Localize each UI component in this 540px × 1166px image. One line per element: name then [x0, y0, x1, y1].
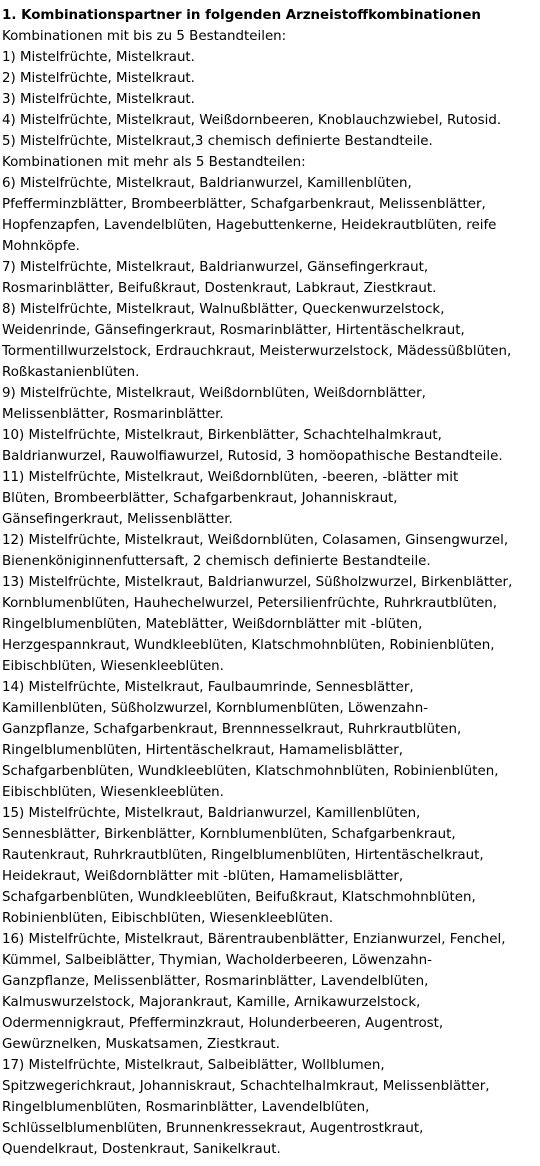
- text-line: 3) Mistelfrüchte, Mistelkraut.: [2, 92, 195, 107]
- text-line: Rautenkraut, Ruhrkrautblüten, Ringelblumenblüten, Hirtentäschelkraut,: [2, 848, 484, 863]
- text-line: 16) Mistelfrüchte, Mistelkraut, Bärentraubenblätter, Enzianwurzel, Fenchel,: [2, 932, 506, 947]
- text-line: Kümmel, Salbeiblätter, Thymian, Wacholderbeeren, Löwenzahn-: [2, 953, 432, 968]
- text-line: Gewürznelken, Muskatsamen, Ziestkraut.: [2, 1037, 280, 1052]
- text-line: Gänsefingerkraut, Melissenblätter.: [2, 512, 233, 527]
- text-line: Robinienblüten, Eibischblüten, Wiesenkleeblüten.: [2, 911, 334, 926]
- text-line: Eibischblüten, Wiesenkleeblüten.: [2, 659, 224, 674]
- text-line: Odermennigkraut, Pfefferminzkraut, Holunderbeeren, Augentrost,: [2, 1016, 444, 1031]
- text-line: Kalmuswurzelstock, Majorankraut, Kamille, Arnikawurzelstock,: [2, 995, 421, 1010]
- section-heading: 1. Kombinationspartner in folgenden Arzneistoffkombinationen: [2, 8, 481, 23]
- text-line: 13) Mistelfrüchte, Mistelkraut, Baldrianwurzel, Süßholzwurzel, Birkenblätter,: [2, 575, 513, 590]
- text-line: Ganzpflanze, Schafgarbenkraut, Brennnesselkraut, Ruhrkrautblüten,: [2, 722, 462, 737]
- text-line: Spitzwegerichkraut, Johanniskraut, Schachtelhalmkraut, Melissenblätter,: [2, 1079, 490, 1094]
- text-line: Schlüsselblumenblüten, Brunnenkressekraut, Augentrostkraut,: [2, 1121, 424, 1136]
- text-line: 12) Mistelfrüchte, Mistelkraut, Weißdornblüten, Colasamen, Ginsengwurzel,: [2, 533, 509, 548]
- text-line: 4) Mistelfrüchte, Mistelkraut, Weißdornbeeren, Knoblauchzwiebel, Rutosid.: [2, 113, 502, 128]
- text-line: Kornblumenblüten, Hauhechelwurzel, Petersilienfrüchte, Ruhrkrautblüten,: [2, 596, 498, 611]
- text-line: Blüten, Brombeerblätter, Schafgarbenkraut, Johanniskraut,: [2, 491, 398, 506]
- text-line: 7) Mistelfrüchte, Mistelkraut, Baldrianwurzel, Gänsefingerkraut,: [2, 260, 429, 275]
- text-line: Ringelblumenblüten, Mateblätter, Weißdornblätter mit -blüten,: [2, 617, 423, 632]
- text-line: 11) Mistelfrüchte, Mistelkraut, Weißdornblüten, -beeren, -blätter mit: [2, 470, 459, 485]
- text-line: 10) Mistelfrüchte, Mistelkraut, Birkenblätter, Schachtelhalmkraut,: [2, 428, 442, 443]
- text-line: 15) Mistelfrüchte, Mistelkraut, Baldrianwurzel, Kamillenblüten,: [2, 806, 421, 821]
- text-line: 2) Mistelfrüchte, Mistelkraut.: [2, 71, 195, 86]
- text-line: Schafgarbenblüten, Wundkleeblüten, Beifußkraut, Klatschmohnblüten,: [2, 890, 476, 905]
- text-line: Pfefferminzblätter, Brombeerblätter, Schafgarbenkraut, Melissenblätter,: [2, 197, 486, 212]
- text-line: Hopfenzapfen, Lavendelblüten, Hagebuttenkerne, Heidekrautblüten, reife: [2, 218, 497, 233]
- text-line: 5) Mistelfrüchte, Mistelkraut,3 chemisch definierte Bestandteile.: [2, 134, 433, 149]
- text-line: Ganzpflanze, Melissenblätter, Rosmarinblätter, Lavendelblüten,: [2, 974, 429, 989]
- text-line: Ringelblumenblüten, Hirtentäschelkraut, Hamamelisblätter,: [2, 743, 404, 758]
- text-line: Eibischblüten, Wiesenkleeblüten.: [2, 785, 224, 800]
- text-line: Kamillenblüten, Süßholzwurzel, Kornblumenblüten, Löwenzahn-: [2, 701, 429, 716]
- document-body: [2, 5, 538, 1160]
- text-line: Melissenblätter, Rosmarinblätter.: [2, 407, 224, 422]
- text-line: Sennesblätter, Birkenblätter, Kornblumenblüten, Schafgarbenkraut,: [2, 827, 456, 842]
- text-line: Weidenrinde, Gänsefingerkraut, Rosmarinblätter, Hirtentäschelkraut,: [2, 323, 465, 338]
- text-line: 6) Mistelfrüchte, Mistelkraut, Baldrianwurzel, Kamillenblüten,: [2, 176, 412, 191]
- text-line: Roßkastanienblüten.: [2, 365, 140, 380]
- text-line: Kombinationen mit bis zu 5 Bestandteilen:: [2, 29, 287, 44]
- text-line: Heidekraut, Weißdornblätter mit -blüten, Hamamelisblätter,: [2, 869, 404, 884]
- combination-list: [2, 26, 538, 1160]
- text-line: Ringelblumenblüten, Rosmarinblätter, Lavendelblüten,: [2, 1100, 370, 1115]
- text-line: Kombinationen mit mehr als 5 Bestandteilen:: [2, 155, 306, 170]
- text-line: 17) Mistelfrüchte, Mistelkraut, Salbeiblätter, Wollblumen,: [2, 1058, 385, 1073]
- text-line: Baldrianwurzel, Rauwolfiawurzel, Rutosid, 3 homöopathische Bestandteile.: [2, 449, 503, 464]
- text-line: Rosmarinblätter, Beifußkraut, Dostenkraut, Labkraut, Ziestkraut.: [2, 281, 437, 296]
- text-line: 1) Mistelfrüchte, Mistelkraut.: [2, 50, 195, 65]
- text-line: Mohnköpfe.: [2, 239, 80, 254]
- text-line: 8) Mistelfrüchte, Mistelkraut, Walnußblätter, Queckenwurzelstock,: [2, 302, 445, 317]
- text-line: Herzgespannkraut, Wundkleeblüten, Klatschmohnblüten, Robinienblüten,: [2, 638, 495, 653]
- text-line: 9) Mistelfrüchte, Mistelkraut, Weißdornblüten, Weißdornblätter,: [2, 386, 426, 401]
- text-line: 14) Mistelfrüchte, Mistelkraut, Faulbaumrinde, Sennesblätter,: [2, 680, 414, 695]
- text-line: Tormentillwurzelstock, Erdrauchkraut, Meisterwurzelstock, Mädessüßblüten,: [2, 344, 512, 359]
- text-line: Schafgarbenblüten, Wundkleeblüten, Klatschmohnblüten, Robinienblüten,: [2, 764, 499, 779]
- text-line: Bienenköniginnenfuttersaft, 2 chemisch definierte Bestandteile.: [2, 554, 431, 569]
- text-line: Quendelkraut, Dostenkraut, Sanikelkraut.: [2, 1142, 281, 1157]
